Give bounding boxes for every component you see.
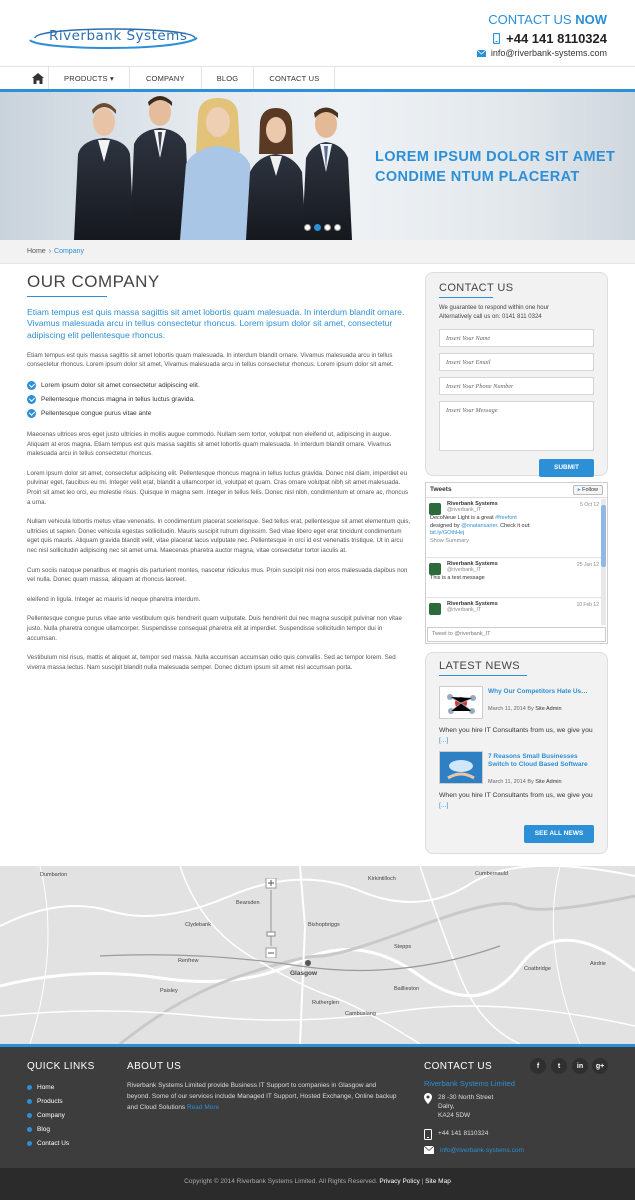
contact-now: NOW bbox=[575, 12, 607, 27]
tweet-list[interactable] bbox=[426, 498, 602, 625]
hero-headline-1: LOREM IPSUM DOLOR SIT AMET bbox=[375, 149, 616, 165]
body-paragraph: Maecenas ultrices eros eget justo ultricies in mollis augue commodo. Nullam sem tortor, volutpat non eleifend ut, adipiscing in augue. Aliquam at eros magna. Etiam tempus est quis massa sagittis sit amet lobortis quam malesuada. In interdum blandit ornare. Vivamus malesuada arcu in tellus consectetur rhoncus. bbox=[27, 431, 392, 458]
body-paragraph: eleifend in ligula. Integer ac mauris id neque pharetra interdum. bbox=[27, 595, 201, 603]
body-paragraph: Vestibulum nisl risus, mattis et aliquet at, tempor sed massa. Nulla accumsan accumsan odio quis convallis. Sed ac tempor lorem. Sed viverra massa lectus. Nam suscipit blandit nulla malesuada semper. Donec dictum ipsum sit amet nisl accumsan porta. bbox=[27, 654, 396, 671]
map-label: Rutherglen bbox=[312, 1000, 339, 1006]
lead-paragraph: Etiam tempus est quis massa sagittis sit amet lobortis quam malesuada. In interdum blandit ornare. Vivamus malesuada arcu in tellus consectetur rhoncus. Lorem ipsum dolor sit amet, consectetur adipiscing elit pellentesque rhoncus. bbox=[27, 307, 405, 340]
footer-email[interactable] bbox=[424, 1146, 524, 1155]
map-zoom-control[interactable] bbox=[265, 878, 277, 958]
mail-icon bbox=[424, 1146, 434, 1154]
nav-contact-us[interactable]: CONTACT US bbox=[254, 67, 335, 90]
news-excerpt bbox=[439, 791, 599, 811]
location-pin-icon bbox=[424, 1093, 432, 1104]
body-paragraph: Etiam tempus est quis massa sagittis sit amet lobortis quam malesuada. In interdum blandit ornare. Vivamus malesuada arcu in tellus consectetur rhoncus. Lorem ipsum dolor sit amet, Vivamus malesuada arcu in tellus consectetur rhoncus. Lorem ipsum dolor sit amet. bbox=[27, 351, 394, 369]
news-title: LATEST NEWS bbox=[439, 660, 521, 672]
map-label: Glasgow bbox=[290, 970, 318, 977]
map-label: Coatbridge bbox=[524, 966, 551, 972]
scrollbar-thumb[interactable] bbox=[601, 505, 606, 567]
tweet[interactable] bbox=[426, 558, 602, 598]
follow-button[interactable] bbox=[573, 485, 603, 495]
logo-text: Riverbank Systems bbox=[49, 28, 188, 44]
cloud-image-icon bbox=[440, 752, 482, 783]
title-underline bbox=[439, 297, 493, 298]
map-label: Airdrie bbox=[590, 961, 606, 967]
news-title-link[interactable]: Why Our Competitors Hate Us… bbox=[488, 688, 588, 695]
map-label: Cambuslang bbox=[345, 1011, 376, 1017]
tweets-title: Tweets bbox=[430, 486, 452, 493]
quick-link-blog[interactable] bbox=[27, 1122, 69, 1136]
tweet-text-part: . Check it out: bbox=[497, 522, 531, 529]
bullet-icon bbox=[27, 1127, 32, 1132]
name-field[interactable]: Insert Your Name bbox=[439, 329, 594, 347]
footer-phone[interactable] bbox=[424, 1129, 488, 1140]
tweet-hashtag[interactable]: #freefont bbox=[495, 515, 517, 521]
tweet[interactable] bbox=[426, 498, 602, 558]
quick-link-label: Company bbox=[37, 1111, 65, 1119]
show-summary-link[interactable]: Show Summary bbox=[430, 537, 469, 544]
tweet-date: 10 Feb 12 bbox=[576, 602, 599, 608]
map-label: Cumbernauld bbox=[475, 871, 509, 877]
about-title: ABOUT US bbox=[127, 1061, 182, 1072]
slider-dot[interactable] bbox=[334, 224, 341, 231]
body-paragraph: Cum sociis natoque penatibus et magnis dis parturient montes, nascetur ridiculus mus. Proin suscipit nisi non eros malesuada dapibus non vel nulla. Donec quam massa, aliquam at rhoncus laoreet. bbox=[27, 566, 408, 584]
bullet-icon bbox=[27, 1099, 32, 1104]
see-all-news-button[interactable]: SEE ALL NEWS bbox=[524, 825, 594, 843]
news-title-link[interactable]: 7 Reasons Small Businesses Switch to Cloud Based Software bbox=[488, 753, 588, 768]
title-underline bbox=[27, 296, 107, 297]
tweet-input[interactable]: Tweet to @riverbank_IT bbox=[427, 627, 606, 642]
tweet-handle: @riverbank_IT bbox=[447, 507, 482, 513]
map-label: Stepps bbox=[394, 944, 412, 950]
check-circle-icon bbox=[27, 395, 36, 404]
check-item bbox=[27, 378, 412, 392]
tweet-mention[interactable]: @onatansarier bbox=[461, 522, 498, 529]
copyright-bar bbox=[0, 1168, 635, 1200]
email-field[interactable]: Insert Your Email bbox=[439, 353, 594, 371]
news-author[interactable]: Site Admin bbox=[535, 779, 562, 785]
header-contact-title bbox=[488, 12, 607, 27]
twitter-bird-icon: ▸ bbox=[577, 487, 581, 493]
tweets-scrollbar[interactable] bbox=[601, 499, 606, 625]
slider-dot-active[interactable] bbox=[314, 224, 321, 231]
breadcrumb-home[interactable]: Home bbox=[27, 248, 46, 255]
header bbox=[0, 0, 635, 66]
quick-link-contact[interactable] bbox=[27, 1136, 69, 1150]
nav-products[interactable]: PRODUCTS ▾ bbox=[49, 67, 130, 90]
map-label: Clydebank bbox=[185, 922, 211, 928]
check-circle-icon bbox=[27, 409, 36, 418]
message-field[interactable]: Insert Your Message bbox=[439, 401, 594, 451]
news-thumbnail[interactable] bbox=[439, 686, 483, 719]
logo[interactable] bbox=[27, 24, 199, 52]
tweet-link[interactable]: bit.ly/GOthHej bbox=[430, 530, 465, 536]
intro-line-2: Alternatively call us on: 0141 811 0324 bbox=[439, 314, 542, 320]
slider-dot[interactable] bbox=[304, 224, 311, 231]
address-line: 28 -30 North Street bbox=[438, 1094, 494, 1101]
news-meta bbox=[488, 706, 562, 712]
tweet-date: 25 Jun 12 bbox=[577, 562, 599, 568]
address-line: Dalry, bbox=[438, 1103, 455, 1110]
follow-label: Follow bbox=[582, 487, 598, 493]
footer-contact-title: CONTACT US bbox=[424, 1061, 493, 1072]
map-label: Dumbarton bbox=[40, 872, 68, 878]
news-by: By bbox=[527, 706, 534, 712]
check-item-label: Lorem ipsum dolor sit amet consectetur adipiscing elit. bbox=[41, 381, 200, 389]
zoom-slider-icon bbox=[265, 878, 277, 958]
news-by: By bbox=[527, 779, 534, 785]
footer-separator: | bbox=[421, 1178, 424, 1185]
tweet-handle: @riverbank_IT bbox=[447, 567, 482, 573]
tweet-text: This is a test message bbox=[430, 575, 485, 581]
tweet-handle: @riverbank_IT bbox=[447, 607, 482, 613]
news-excerpt-text: When you hire IT Consultants from us, we give you bbox=[439, 727, 593, 734]
contact-form-intro bbox=[439, 304, 594, 322]
home-icon bbox=[32, 73, 44, 84]
tweet-text bbox=[430, 515, 598, 545]
slider-dot[interactable] bbox=[324, 224, 331, 231]
tweet[interactable] bbox=[426, 598, 602, 625]
quick-link-home[interactable] bbox=[27, 1080, 69, 1094]
hero-slider[interactable] bbox=[0, 92, 635, 240]
body-paragraph: Nullam vehicula lobortis metus vitae venenatis. In condimentum placerat scelerisque. Sed tellus erat, pellentesque sit amet elementum quis, ultricies ut sapien. Donec vehicula egestas sollicitudin. Mauris suscipit rutrum dignissim. Sed vitae libero eget erat tincidunt condimentum eget quis mauris. Aliquam gravida blandit velit, vitae placerat lacus vulputate nec. Pellentesque in orci id est venenatis tristique. Ut in arcu nec nisl sollicitudin adipiscing nec sit amet urna. Maecenas pharetra auctor magna, vitae consectetur tortor iaculis at. bbox=[27, 518, 411, 555]
google-plus-icon[interactable]: g+ bbox=[592, 1058, 608, 1074]
main-content bbox=[27, 272, 412, 672]
news-author[interactable]: Site Admin bbox=[535, 706, 562, 712]
tweet-date: 5 Oct 12 bbox=[580, 502, 599, 508]
quick-links-title: QUICK LINKS bbox=[27, 1061, 95, 1072]
avatar bbox=[429, 503, 441, 515]
quick-links bbox=[27, 1080, 69, 1150]
linkedin-icon[interactable]: in bbox=[572, 1058, 588, 1074]
privacy-policy-link[interactable]: Privacy Policy bbox=[379, 1178, 420, 1185]
header-email-text: info@riverbank-systems.com bbox=[490, 48, 607, 58]
contact-prefix: CONTACT US bbox=[488, 12, 572, 27]
news-excerpt-text: When you hire IT Consultants from us, we give you bbox=[439, 792, 593, 799]
copyright-text: Copyright © 2014 Riverbank Systems Limited. All Rights Reserved. bbox=[184, 1178, 378, 1185]
twitter-icon[interactable]: t bbox=[551, 1058, 567, 1074]
tweet-text-part: DecoNeue Light is a great bbox=[430, 515, 494, 521]
news-item bbox=[439, 686, 594, 751]
slider-dots bbox=[304, 224, 341, 231]
check-item-label: Pellentesque rhoncus magna in tellus luctus gravida. bbox=[41, 395, 195, 403]
contact-form-box bbox=[425, 272, 608, 476]
main-nav bbox=[0, 66, 635, 90]
read-more-link[interactable]: Read More bbox=[187, 1104, 220, 1111]
contact-form-title: CONTACT US bbox=[439, 282, 514, 294]
map[interactable] bbox=[0, 866, 635, 1044]
tweet-text-part: designed by bbox=[430, 522, 460, 529]
tweets-header bbox=[426, 483, 607, 498]
phone-icon bbox=[424, 1129, 432, 1140]
map-label: Renfrew bbox=[178, 958, 199, 964]
body-paragraph: Pellentesque congue purus vitae ante vestibulum quis hendrerit quam vulputate. Duis hendrerit dui nec magna suscipit pulvinar non vitae justo. Nulla pharetra congue ullamcorper. Suspendisse consequat pharetra elit at imperdiet. Suspendisse sollicitudin tempor dui in accumsan. bbox=[27, 615, 402, 642]
hero-team-image bbox=[60, 92, 420, 240]
about-text bbox=[127, 1080, 397, 1113]
breadcrumb-current: Company bbox=[54, 248, 84, 255]
mail-icon bbox=[477, 50, 486, 57]
quick-link-label: Products bbox=[37, 1097, 63, 1105]
check-item bbox=[27, 406, 412, 420]
intro-line-1: We guarantee to respond within one hour bbox=[439, 305, 549, 311]
tweets-widget bbox=[425, 482, 608, 644]
tweet-author: Riverbank Systems bbox=[447, 561, 498, 567]
map-label: Baillieston bbox=[394, 986, 420, 992]
breadcrumb-separator: › bbox=[48, 248, 52, 255]
footer-address bbox=[424, 1093, 493, 1120]
site-map-link[interactable]: Site Map bbox=[425, 1178, 451, 1185]
title-underline bbox=[439, 675, 527, 676]
check-list bbox=[27, 378, 412, 420]
quick-link-products[interactable] bbox=[27, 1094, 69, 1108]
phone-icon bbox=[493, 33, 500, 44]
check-item bbox=[27, 392, 412, 406]
phone-field[interactable]: Insert Your Phone Number bbox=[439, 377, 594, 395]
quick-link-label: Home bbox=[37, 1083, 55, 1091]
news-item bbox=[439, 751, 594, 816]
footer-phone-number: +44 141 8110324 bbox=[438, 1130, 489, 1137]
breadcrumb bbox=[0, 240, 635, 264]
map-label: Kirkintilloch bbox=[368, 876, 396, 882]
news-thumbnail[interactable] bbox=[439, 751, 483, 784]
read-more-link[interactable]: [...] bbox=[439, 737, 449, 744]
footer-company-name: Riverbank Systems Limited bbox=[424, 1079, 515, 1088]
bullet-icon bbox=[27, 1113, 32, 1118]
tweet-author: Riverbank Systems bbox=[447, 601, 498, 607]
submit-button[interactable]: SUBMIT bbox=[539, 459, 594, 477]
avatar bbox=[429, 563, 441, 575]
news-meta bbox=[488, 779, 562, 785]
page-title: OUR COMPANY bbox=[27, 272, 160, 291]
body-paragraph: Lorem ipsum dolor sit amet, consectetur adipiscing elit. Pellentesque rhoncus magna in tellus luctus gravida. Donec nisl diam, imperdiet eu pulvinar eget, faucibus eu mi. Integer velit erat, blandit a ullamcorper id, volutpat et quam. Cras ornare volutpat nibh sit amet malesuada. Proin sit amet leo orci, eu molestie risus. Quisque in magna sem. Integer in tellus felis. Donec nisl nibh, condimentum et ornare ac, rhoncus a urna. bbox=[27, 469, 409, 506]
hero-headline-2: CONDIME NTUM PLACERAT bbox=[375, 169, 580, 185]
map-label: Bishopbriggs bbox=[308, 922, 340, 928]
address-line: KA24 5DW bbox=[438, 1112, 471, 1119]
network-image-icon bbox=[440, 687, 482, 718]
nav-blog[interactable]: BLOG bbox=[202, 67, 255, 90]
check-circle-icon bbox=[27, 381, 36, 390]
nav-company[interactable]: COMPANY bbox=[130, 67, 202, 90]
map-label: Paisley bbox=[160, 988, 178, 994]
footer-email-text: info@riverbank-systems.com bbox=[440, 1147, 524, 1154]
header-phone-number: +44 141 8110324 bbox=[506, 31, 607, 46]
quick-link-company[interactable] bbox=[27, 1108, 69, 1122]
news-date: March 11, 2014 bbox=[488, 779, 526, 785]
map-label: Bearsden bbox=[236, 900, 260, 906]
map-roads bbox=[0, 866, 635, 1044]
tweet-author: Riverbank Systems bbox=[447, 501, 498, 507]
check-item-label: Pellentesque congue purus vitae ante bbox=[41, 409, 152, 417]
about-body: Riverbank Systems Limited provide Business IT Support to companies in Glasgow and beyond. Some of our services include Managed IT Support, Hosted Exchange, Online backup and Cloud Solutions bbox=[127, 1082, 397, 1111]
bullet-icon bbox=[27, 1085, 32, 1090]
quick-link-label: Contact Us bbox=[37, 1139, 70, 1147]
latest-news-box bbox=[425, 652, 608, 854]
news-date: March 11, 2014 bbox=[488, 706, 526, 712]
news-excerpt bbox=[439, 726, 599, 746]
header-phone[interactable] bbox=[493, 31, 607, 46]
avatar bbox=[429, 603, 441, 615]
read-more-link[interactable]: [...] bbox=[439, 802, 449, 809]
header-email[interactable] bbox=[477, 48, 607, 58]
quick-link-label: Blog bbox=[37, 1125, 51, 1133]
facebook-icon[interactable]: f bbox=[530, 1058, 546, 1074]
nav-home[interactable] bbox=[27, 67, 49, 90]
bullet-icon bbox=[27, 1141, 32, 1146]
